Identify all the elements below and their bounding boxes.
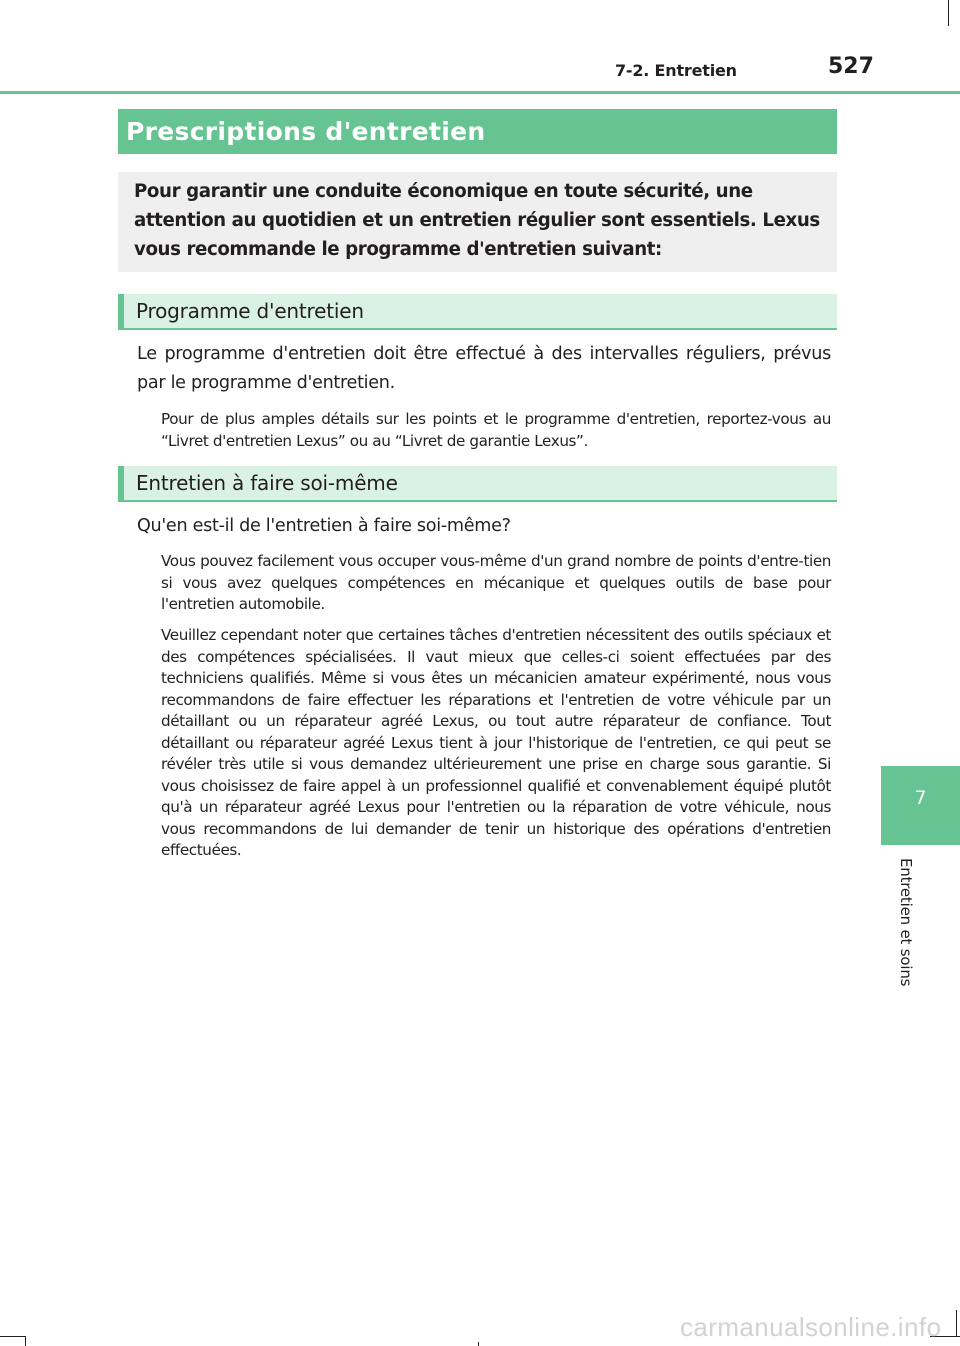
crop-mark [478,1342,479,1346]
intro-box: Pour garantir une conduite économique en toute sécurité, une attention au quotidien et un entretien régulier sont essentiels. Lexus vous recommande le programme d'entretien suivant: [118,172,837,272]
running-header: 7-2. Entretien [615,61,737,80]
section-lead-diy: Qu'en est-il de l'entretien à faire soi-même? [137,516,511,536]
crop-mark [948,0,949,26]
section-paragraph-diy-2: Veuillez cependant noter que certaines tâches d'entretien nécessitent des outils spéciaux et des compétences spécialisées. Il vaut mieux que celles-ci soient effectuées par des techniciens qualifiés. Même si vous êtes un mécanicien amateur expérimenté, nous vous recommandons de faire effectuer les réparations et l'entretien de votre véhicule par un détaillant ou un réparateur agréé Lexus, ou tout autre réparateur de confiance. Tout détaillant ou réparateur agréé Lexus tient à jour l'historique de l'entretien, ce qui peut se révéler très utile si vous demandez ultérieurement une prise en charge sous garantie. Si vous choisissez de faire appel à un professionnel qualifié et convenablement équipé plutôt qu'à un réparateur agréé Lexus pour l'entretien ou la réparation de votre véhicule, nous vous recommandons de lui demander de tenir un historique des opérations d'entretien effectuées. [161,626,831,859]
page-number: 527 [828,54,874,79]
crop-mark [956,1310,957,1336]
section-lead-programme: Le programme d'entretien doit être effectué à des intervalles réguliers, prévus par le programme d'entretien. [137,344,831,393]
chapter-tab: 7 [881,766,960,845]
section-paragraph-diy-1: Vous pouvez facilement vous occuper vous-même d'un grand nombre de points d'entre-tien si vous avez quelques compétences en mécanique et quelques outils de base pour l'entretien automobile. [161,552,831,613]
header-rule [0,91,960,94]
watermark: carmanualsonline.info [680,1312,942,1342]
chapter-label: Entretien et soins [897,858,915,987]
section-heading-diy: Entretien à faire soi-même [118,466,837,502]
page-title: Prescriptions d'entretien [118,109,837,154]
section-heading-programme: Programme d'entretien [118,294,837,330]
crop-mark [25,1336,26,1346]
section-note-programme: Pour de plus amples détails sur les points et le programme d'entretien, reportez-vous au “Livret d'entretien Lexus” ou au “Livret de garantie Lexus”. [161,410,831,450]
crop-mark [0,1336,26,1337]
